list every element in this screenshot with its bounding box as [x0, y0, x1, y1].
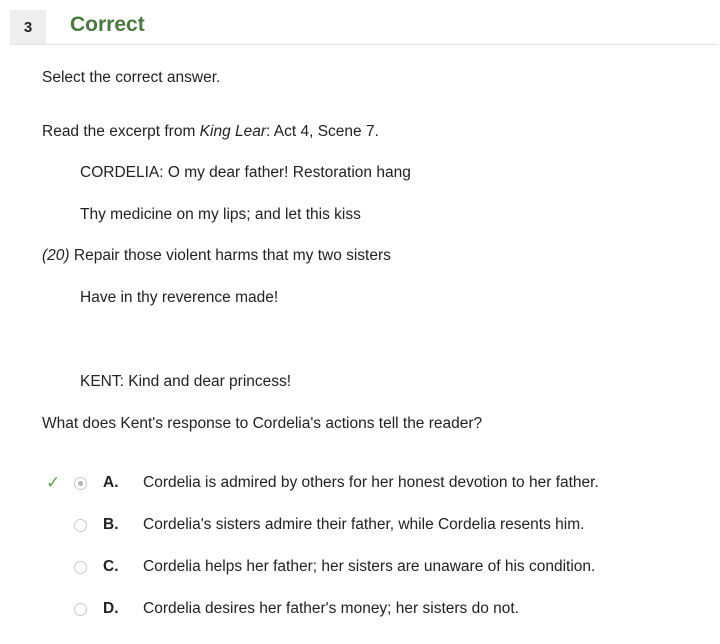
- answer-option-b[interactable]: [0, 514, 720, 540]
- option-letter: A.: [103, 474, 119, 491]
- option-text: Cordelia's sisters admire their father, while Cordelia resents him.: [143, 516, 585, 533]
- radio-button[interactable]: [74, 477, 87, 490]
- line-number: (20): [42, 247, 70, 264]
- answer-status: Correct: [70, 13, 145, 36]
- answer-option-a[interactable]: [0, 472, 720, 498]
- answer-option-c[interactable]: [0, 556, 720, 582]
- excerpt-line-3: [42, 247, 391, 265]
- radio-button[interactable]: [74, 519, 87, 532]
- question-header: [10, 10, 718, 45]
- question-text: What does Kent's response to Cordelia's actions tell the reader?: [42, 415, 483, 432]
- question-number: 3: [10, 10, 46, 44]
- option-text: Cordelia helps her father; her sisters are unaware of his condition.: [143, 558, 596, 575]
- intro-prefix: Read the excerpt from: [42, 123, 200, 140]
- radio-button[interactable]: [74, 603, 87, 616]
- option-letter: C.: [103, 558, 119, 575]
- option-letter: D.: [103, 600, 119, 617]
- answer-option-d[interactable]: [0, 598, 720, 624]
- option-letter: B.: [103, 516, 119, 533]
- play-title: King Lear: [199, 123, 267, 140]
- line-text: Repair those violent harms that my two sisters: [73, 247, 391, 264]
- excerpt-line-4: Have in thy reverence made!: [80, 289, 279, 306]
- excerpt-intro: [42, 123, 379, 141]
- excerpt-line-5: KENT: Kind and dear princess!: [80, 373, 292, 390]
- intro-suffix: : Act 4, Scene 7.: [266, 123, 379, 140]
- checkmark-icon: ✓: [46, 473, 61, 492]
- option-text: Cordelia is admired by others for her honest devotion to her father.: [143, 474, 599, 491]
- instruction-text: Select the correct answer.: [42, 69, 221, 86]
- excerpt-line-1: CORDELIA: O my dear father! Restoration hang: [80, 164, 411, 181]
- option-text: Cordelia desires her father's money; her sisters do not.: [143, 600, 519, 617]
- excerpt-line-2: Thy medicine on my lips; and let this kiss: [80, 206, 361, 223]
- radio-button[interactable]: [74, 561, 87, 574]
